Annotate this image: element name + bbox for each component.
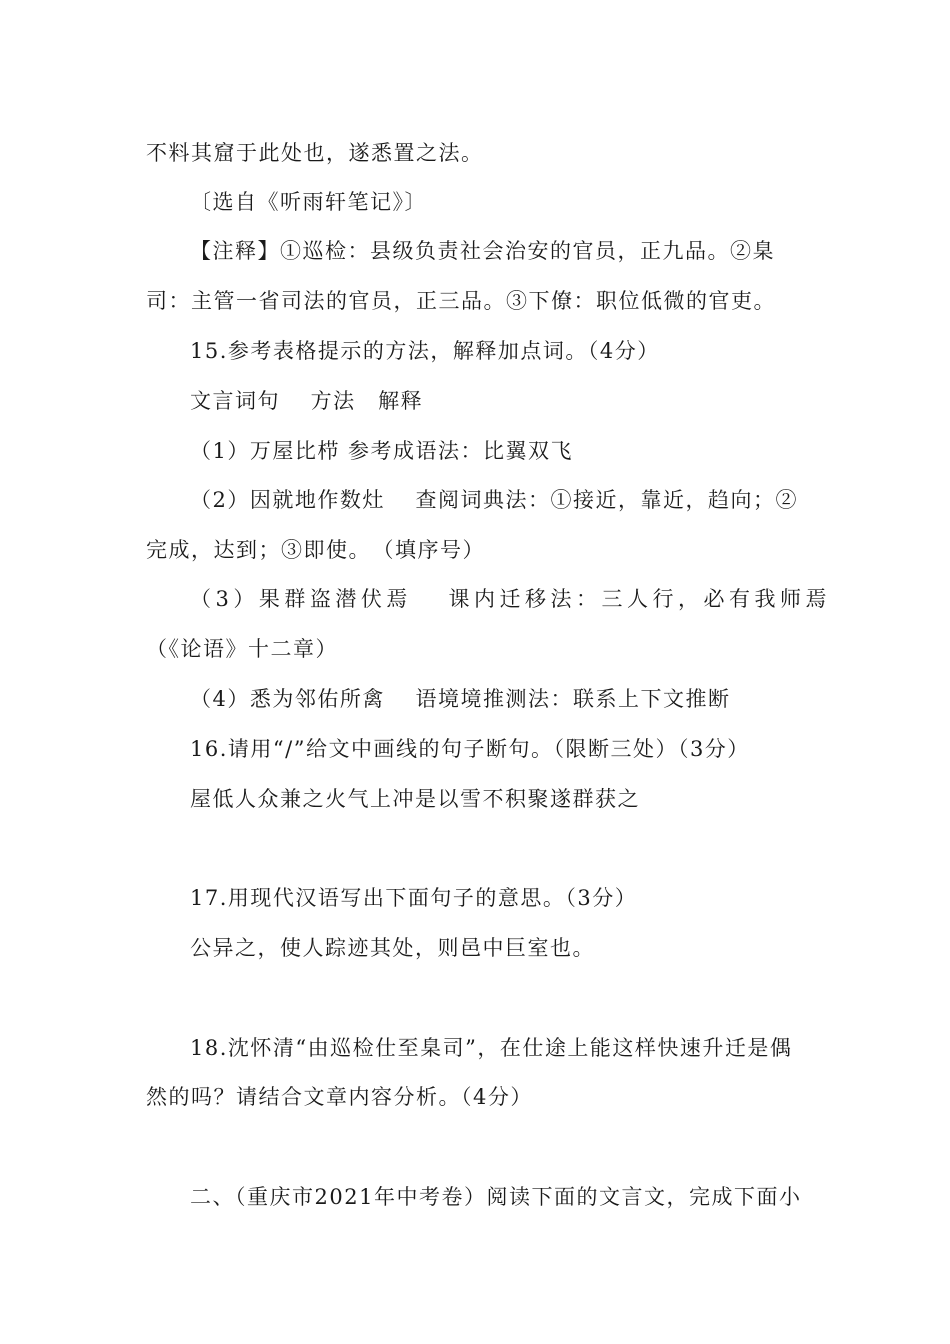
question-17-sentence: 公异之，使人踪迹其处，则邑中巨室也。: [190, 936, 595, 960]
question-17: 17.用现代汉语写出下面句子的意思。（3分）: [190, 886, 638, 910]
table-row-2: （2）因就地作数灶 查阅词典法：①接近，靠近，趋向；②: [190, 488, 799, 512]
question-16-sentence: 屋低人众兼之火气上冲是以雪不积聚遂群获之: [190, 787, 640, 811]
table-row-3-continued: （《论语》十二章）: [146, 637, 338, 661]
table-row-1: （1）万屋比栉 参考成语法：比翼双飞: [190, 439, 574, 463]
table-row-4: （4）悉为邻佑所禽 语境境推测法：联系上下文推断: [190, 687, 731, 711]
annotation-line-1: 【注释】①巡检：县级负责社会治安的官员，正九品。②臬: [190, 239, 775, 263]
text-line-1: 不料其窟于此处也，遂悉置之法。: [146, 141, 484, 165]
question-15: 15.参考表格提示的方法，解释加点词。（4分）: [190, 339, 660, 363]
table-row-2-continued: 完成，达到；③即使。 （填序号）: [146, 538, 485, 562]
question-16: 16.请用“/”给文中画线的句子断句。（限断三处）（3分）: [190, 737, 750, 761]
table-row-3: （3）果群盗潜伏焉 课内迁移法：三人行，必有我师焉: [190, 587, 832, 611]
annotation-line-2: 司：主管一省司法的官员，正三品。③下僚：职位低微的官吏。: [146, 289, 776, 313]
question-18-continued: 然的吗？请结合文章内容分析。（4分）: [146, 1085, 533, 1109]
section-two-heading: 二、（重庆市2021年中考卷）阅读下面的文言文，完成下面小: [190, 1185, 802, 1209]
question-18: 18.沈怀清“由巡检仕至臬司”，在仕途上能这样快速升迁是偶: [190, 1036, 793, 1060]
table-header: 文言词句 方法 解释: [190, 389, 424, 413]
source-citation: 〔选自《听雨轩笔记》〕: [190, 190, 427, 214]
